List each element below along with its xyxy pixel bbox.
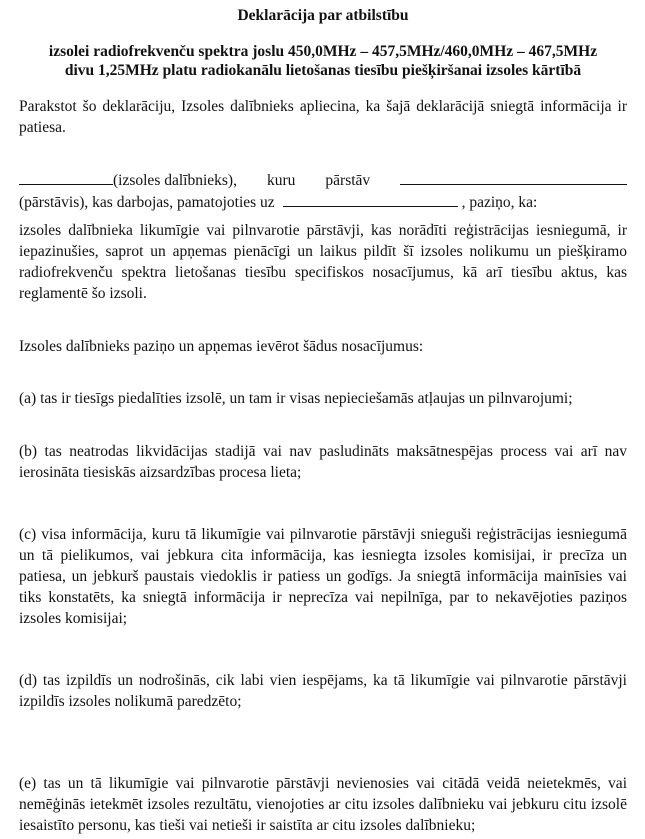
representative-line-1 — [19, 169, 627, 191]
participant-blank — [19, 169, 113, 185]
condition-item-c: (c) visa informācija, kuru tā likumīgie vai pilnvarotie pārstāvji snieguši reģistrācijas iesniegumā un tā pielikumos, vai jebkura cita informācija, kas iesniegta izsoles komisijai, ir precīza un patiesa, un jebkurš paustais viedoklis ir patiess un godīgs. Ja sniegtā informācija mainīsies vai tiks konstatēts, ka sniegtā informācija ir neprecīza vai nepilnīga, par to nekavējoties paziņos izsoles komisijai; — [19, 526, 627, 627]
basis-blank — [283, 191, 458, 207]
condition-item-e: (e) tas un tā likumīgie vai pilnvarotie pārstāvji nevienosies vai citādā veidā neietekmēs, vai nemēģinās ietekmēt izsoles rezultātu, vienojoties ar citu izsoles dalībnieku vai jebkuru citu izsolē iesaistīto personu, kas tieši vai netieši ir saistīta ar citu izsoles dalībnieku; — [19, 775, 627, 834]
representative-label: (pārstāvis), kas darbojas, pamatojoties uz — [19, 194, 275, 211]
declaration-page — [19, 6, 627, 836]
intro-paragraph: Parakstot šo deklarāciju, Izsoles dalībnieks apliecina, ka šajā deklarācijā sniegtā informācija ir patiesa. — [19, 98, 627, 136]
document-title: Deklarācija par atbilstību — [237, 7, 409, 24]
representative-blank — [400, 169, 627, 185]
subtitle-line-1: izsolei radiofrekvenču spektra joslu 450,0MHz – 457,5MHz/460,0MHz – 467,5MHz — [48, 43, 598, 60]
representation-paragraph: izsoles dalībnieka likumīgie vai pilnvarotie pārstāvji, kas norādīti reģistrācijas iesniegumā, ir iepazinušies, saprot un apņemas pienācīgi un laikus pildīt šī izsoles nolikumu un piešķiramo radiofrekvenču spektra lietošanas tiesību specifiskos nosacījumus, kā arī tiesību aktus, kas reglamentē šo izsoli. — [19, 222, 627, 302]
subtitle-line-2: divu 1,25MHz platu radiokanālu lietošanas tiesību piešķiršanai izsoles kārtībā — [64, 62, 582, 79]
condition-item-d: (d) tas izpildīs un nodrošinās, cik labi vien iespējams, ka tā likumīgie vai pilnvarotie pārstāvji izpildīs izsoles nolikumā paredzēto; — [19, 672, 627, 710]
condition-item-b: (b) tas neatrodas likvidācijas stadijā vai nav pasludināts maksātnespējas process vai arī nav ierosināta tiesiskās aizsardzības procesa lieta; — [19, 443, 627, 481]
whom-label: kuru — [266, 172, 296, 189]
condition-item-a: (a) tas ir tiesīgs piedalīties izsolē, un tam ir visas nepieciešamās atļaujas un pilnvarojumi; — [19, 390, 573, 407]
document-subtitle — [19, 42, 627, 80]
participant-label: (izsoles dalībnieks), — [113, 172, 237, 189]
announces-label: , paziņo, ka: — [461, 194, 538, 211]
represents-label: pārstāv — [325, 172, 371, 189]
conditions-intro: Izsoles dalībnieks paziņo un apņemas ievērot šādus nosacījumus: — [19, 338, 424, 355]
representative-line-2 — [19, 191, 627, 213]
